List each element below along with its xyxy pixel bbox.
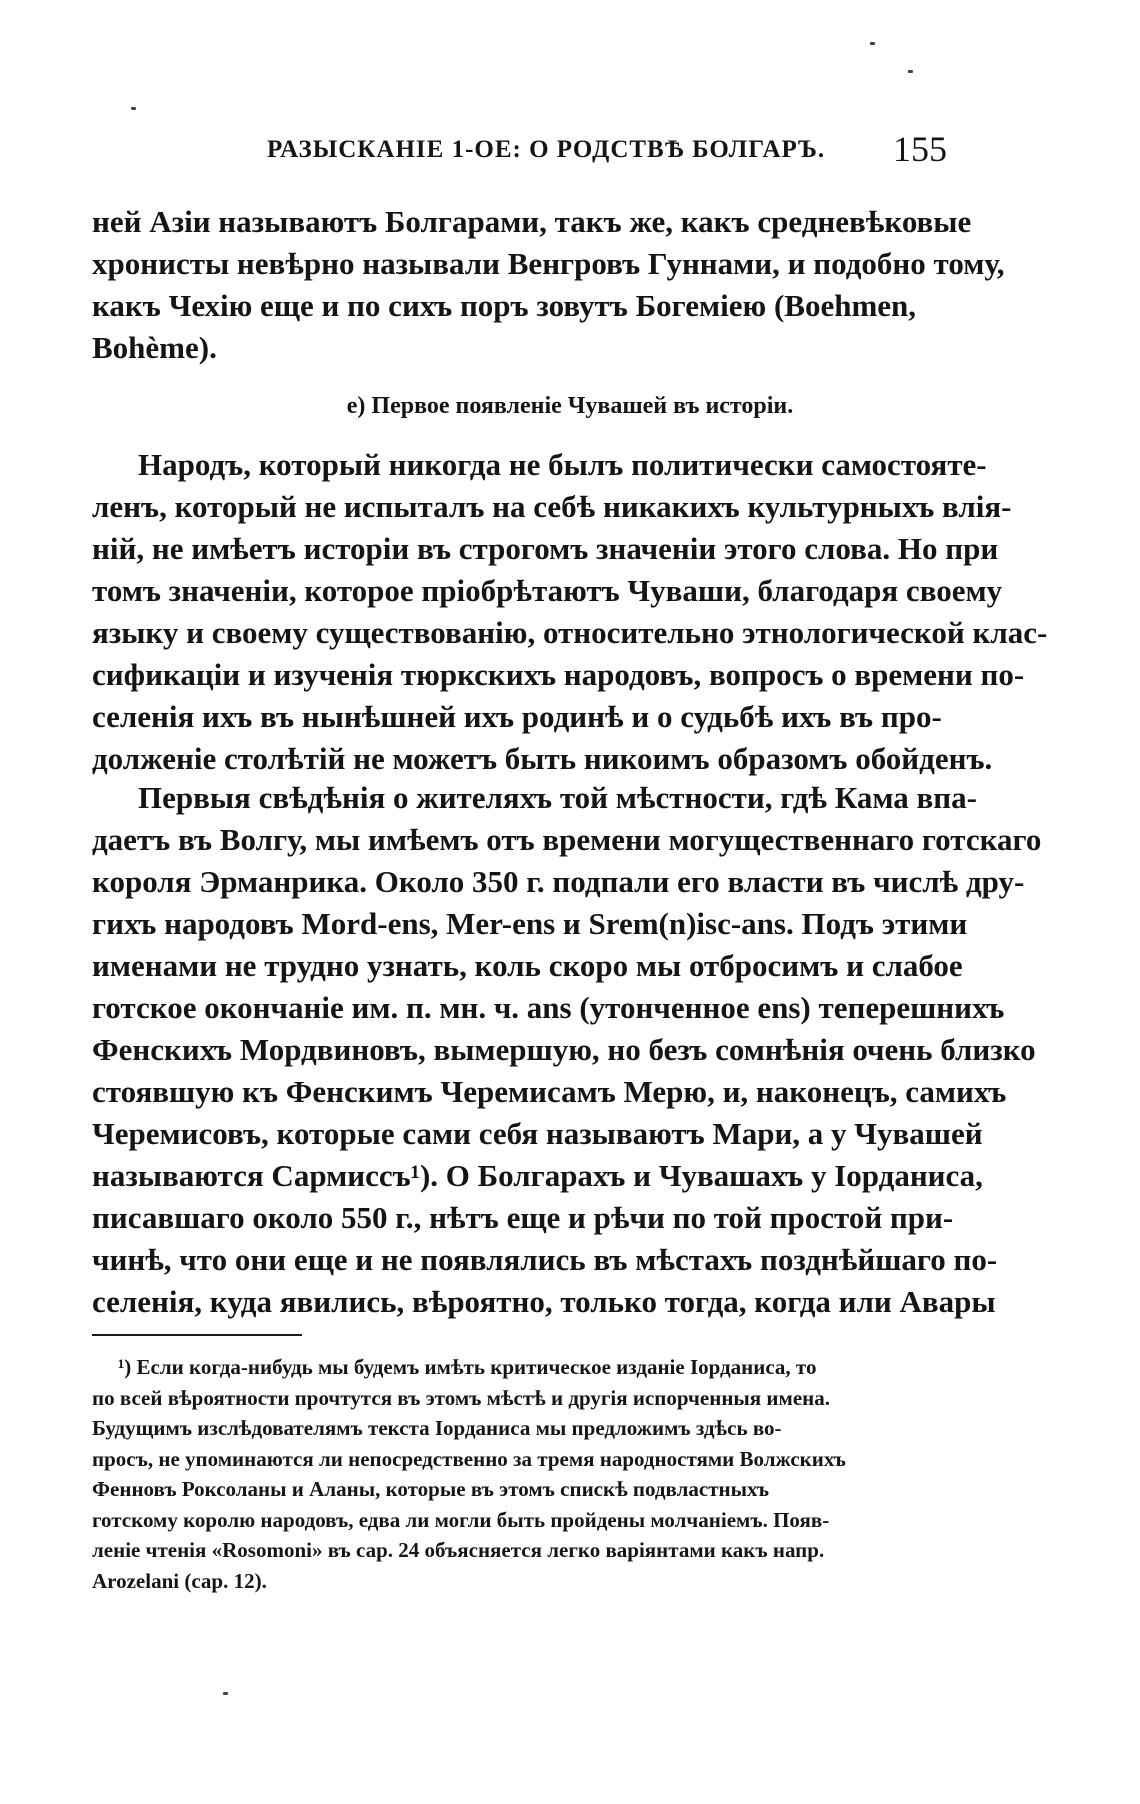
scan-speck	[223, 1692, 228, 1695]
continued-paragraph	[92, 201, 1005, 369]
text-line: селенія, куда явились, вѣроятно, только тогда, когда или Авары	[92, 1284, 996, 1319]
text-line: хронисты невѣрно называли Венгровъ Гуннами, и подобно тому,	[92, 246, 1005, 281]
section-heading: e) Первое появленіе Чувашей въ исторіи.	[346, 393, 794, 419]
footnote-line: Будущимъ изслѣдователямъ текста Іорданиса мы предложимъ здѣсь во-	[92, 1416, 782, 1440]
text-line: ней Азіи называютъ Болгарами, такъ же, какъ средневѣковые	[92, 204, 972, 239]
footnote-rule	[92, 1334, 302, 1336]
scan-speck	[870, 42, 875, 45]
footnote-line: Фенновъ Роксоланы и Аланы, которые въ этомъ спискѣ подвластныхъ	[92, 1477, 769, 1501]
paragraph-2	[92, 777, 1042, 1323]
paragraph-1	[92, 444, 1048, 780]
footnote-line: леніе чтенія «Rosomoni» въ сар. 24 объясняется легко варіянтами какъ напр.	[92, 1538, 825, 1562]
text-line: селенія ихъ въ нынѣшней ихъ родинѣ и о судьбѣ ихъ въ про-	[92, 699, 942, 734]
running-head	[92, 128, 947, 176]
text-line: короля Эрманрика. Около 350 г. подпали его власти въ числѣ дру-	[92, 864, 1025, 899]
text-line: долженіе столѣтій не можетъ быть никоимъ образомъ обойденъ.	[92, 741, 993, 776]
text-line: называются Сармиссъ¹). О Болгарахъ и Чувашахъ у Іорданиса,	[92, 1158, 983, 1193]
text-line: языку и своему существованію, относительно этнологической клас-	[92, 615, 1048, 650]
running-title: РАЗЫСКАНІЕ 1-ОЕ: О РОДСТВѢ БОЛГАРЪ.	[267, 136, 826, 163]
footnote-line: просъ, не упоминаются ли непосредственно за тремя народностями Волжскихъ	[92, 1446, 846, 1471]
text-line: стоявшую къ Фенскимъ Черемисамъ Мерю, и, наконецъ, самихъ	[92, 1074, 1007, 1109]
text-line: Фенскихъ Мордвиновъ, вымершую, но безъ сомнѣнія очень близко	[92, 1032, 1036, 1067]
text-line: томъ значеніи, которое пріобрѣтаютъ Чуваши, благодаря своему	[92, 573, 1003, 608]
text-line: даетъ въ Волгу, мы имѣемъ отъ времени могущественнаго готскаго	[92, 822, 1042, 857]
footnote-line: по всей вѣроятности прочтутся въ этомъ мѣстѣ и другія испорченныя имена.	[92, 1385, 830, 1410]
footnote-line: Arozelani (сар. 12).	[92, 1568, 267, 1593]
text-line: гихъ народовъ Mord-ens, Mer-ens и Srem(n)isc-ans. Подъ этими	[92, 906, 968, 941]
footnote-line: ¹) Если когда-нибудь мы будемъ имѣть критическое изданіе Іорданиса, то	[118, 1355, 817, 1379]
text-line: именами не трудно узнать, коль скоро мы отбросимъ и слабое	[92, 948, 963, 983]
text-line: сификаціи и изученія тюркскихъ народовъ, вопросъ о времени по-	[92, 657, 1025, 692]
scan-speck	[908, 70, 913, 73]
text-line: Bohème).	[92, 330, 217, 365]
text-line: Первыя свѣдѣнія о жителяхъ той мѣстности, гдѣ Кама впа-	[138, 780, 977, 815]
text-line: какъ Чехію еще и по сихъ поръ зовутъ Богеміею (Boehmen,	[92, 288, 917, 323]
text-line: Черемисовъ, которые сами себя называютъ Мари, а у Чувашей	[92, 1116, 983, 1151]
text-line: чинѣ, что они еще и не появлялись въ мѣстахъ позднѣйшаго по-	[92, 1242, 998, 1277]
text-line: Народъ, который никогда не былъ политически самостояте-	[138, 447, 987, 482]
text-line: писавшаго около 550 г., нѣтъ еще и рѣчи по той простой при-	[92, 1200, 954, 1235]
footnote-line: готскому королю народовъ, едва ли могли быть пройдены молчаніемъ. Появ-	[92, 1507, 830, 1532]
text-line: ній, не имѣетъ исторіи въ строгомъ значеніи этого слова. Но при	[92, 531, 999, 566]
text-line: готское окончаніе им. п. мн. ч. ans (утонченное ens) теперешнихъ	[92, 990, 1005, 1025]
scan-speck	[131, 107, 136, 110]
page-number: 155	[893, 129, 947, 169]
text-line: ленъ, который не испыталъ на себѣ никакихъ культурныхъ влія-	[92, 489, 1012, 524]
footnote	[92, 1352, 947, 1596]
